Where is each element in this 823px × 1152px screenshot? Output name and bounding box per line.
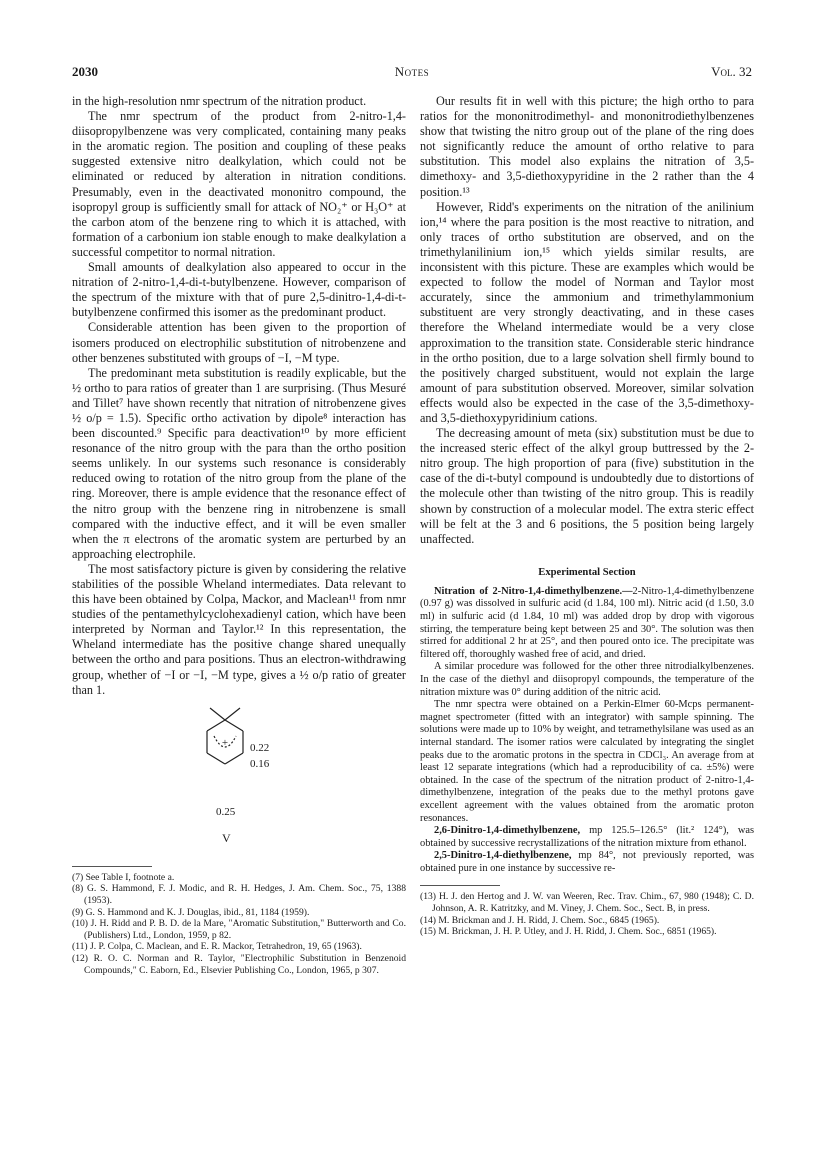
charge-value: 0.25 [216,805,236,818]
body-paragraph: The predominant meta substitution is readily explicable, but the ½ ortho to para ratios of greater than 1 are surprising. (Thus Mesuré and Tillet⁷ have shown recently that nitration of nitrobenzene gives ½ o/p = 1.5). Specific ortho activation by dipole⁸ interaction has been discounted.⁹ Specific para deactivation¹⁰ by more efficient resonance of the nitro group with the para than the ortho position seems unlikely. In our systems such resonance is considerably reduced owing to rotation of the nitro group from the plane of the ring. Moreover, there is ample evidence that the resonance effect of the nitro group with the benzene ring in nitrobenzene is small compared with the inductive effect, and it will be even smaller when the π electrons of the aromatic system are perturbed by an approaching electrophile. [72,365,406,561]
body-paragraph: Small amounts of dealkylation also appeared to occur in the nitration of 2-nitro-1,4-di-t-butylbenzene. However, comparison of the spectrum of the mixture with that of pure 2,5-dinitro-1,4-di-t-butylbenzene confirmed this isomer as the predominant product. [72,260,406,320]
footnote: (12) R. O. C. Norman and R. Taylor, "Electrophilic Substitution in Benzenoid Compounds," C. Eaborn, Ed., Elsevier Publishing Co., London, 1965, p 307. [72,952,406,976]
experimental-text: The nmr spectra were obtained on a Perkin-Elmer 60-Mcps permanent-magnet spectrometer (fitted with an integrator) with sample spinning. The solutions were made up to 10% by weight, and tetramethylsilane was used as an internal standard. The isomer ratios were calculated by integrating the singlet peaks due to the aromatic protons in the spectra in CDCl₃. An average from at least 12 separate integrations (which had a reproducibility of ca. ±5%) were obtained. In the case of the spectrum of the nitration product of 2-nitro-1,4-dimethylbenzene, integration of the peaks due to the methyl protons gave excellent agreement with the values obtained from the aromatic proton resonances. [420,699,754,824]
page-header [72,64,752,84]
body-paragraph: Considerable attention has been given to the proportion of isomers produced on electrophilic substitution of nitrobenzene and other benzenes substituted with groups of −I, −M type. [72,320,406,365]
body-paragraph: Our results fit in well with this picture; the high ortho to para ratios for the mononitrodimethyl- and mononitrodiethylbenzenes show that twisting the nitro group out of the plane of the ring does not significantly reduce the amount of ortho relative to para substitution. This model also explains the nitration of 3,5-dimethoxy- and 3,5-diethoxypyridine in the 2 rather than the 4 position.¹³ [420,94,754,199]
footnote: (9) G. S. Hammond and K. J. Douglas, ibid., 81, 1184 (1959). [72,906,310,918]
section-title: Experimental Section [538,566,636,578]
structure-label: V [222,830,231,845]
running-title: Notes [394,64,430,79]
body-paragraph: The decreasing amount of meta (six) substitution must be due to the increased steric effect of the alkyl group buttressed by the 2-nitro group. The high proportion of para (five) substitution in the case of the di-t-butyl compound is undoubtedly due to distortions of the molecule other than twisting of the nitro group. This is readily shown by construction of a molecular model. The extra steric effect will be felt at the 3 and 6 positions, the 5 position being largely unaffected. [420,426,754,546]
experimental-lead: Nitration of 2-Nitro-1,4-dimethylbenzene.— [434,585,633,597]
experimental-lead: 2,6-Dinitro-1,4-dimethylbenzene, [434,825,581,837]
experimental-paragraph [420,850,754,875]
footnote-rule [420,885,500,886]
body-paragraph: The most satisfactory picture is given by considering the relative stabilities of the possible Wheland intermediates. Data relevant to this have been obtained by Colpa, Mackor, and Maclean¹¹ from nmr studies of the pentamethylcyclohexadienyl cation, which have been interpreted by Norman and Taylor.¹² In this representation, the Wheland intermediate has the positive change shared unequally between the ortho and para positions. Thus an electron-withdrawing group, whether of −I or −I, −M type, gives a ½ o/p ratio of greater than 1. [72,561,406,697]
footnote: (11) J. P. Colpa, C. Maclean, and E. R. Mackor, Tetrahedron, 19, 65 (1963). [72,941,362,953]
footnote: (8) G. S. Hammond, F. J. Modic, and R. H. Hedges, J. Am. Chem. Soc., 75, 1388 (1953). [72,883,406,906]
footnote: (7) See Table I, footnote a. [72,871,175,883]
body-paragraph: The nmr spectrum of the product from 2-nitro-1,4-diisopropylbenzene was very complicated, containing many peaks in the aromatic region. The position and coupling of these peaks suggested extensive nitro dealkylation, which could not be eliminated or reduced by alteration in nitration conditions. Presumably, even in the deactivated mononitro compound, the isopropyl group is sufficiently small for attack of NO₂⁺ or H₃O⁺ at the carbon atom of the benzene ring to which it is attached, with formation of a carbonium ion stable enough to make dealkylation a successful competitor to normal nitration. [72,109,406,259]
charge-value: 0.22 [250,741,270,754]
experimental-text: A similar procedure was followed for the other three nitrodialkylbenzenes. In the case of the diethyl and diisopropyl compounds, the temperature of the nitration mixture was 0° during addition of the nitric acid. [420,661,754,698]
footnote: (14) M. Brickman and J. H. Ridd, J. Chem. Soc., 6845 (1965). [420,914,660,926]
body-paragraph: in the high-resolution nmr spectrum of the nitration product. [72,94,367,108]
experimental-text: 2-Nitro-1,4-dimethylbenzene (0.97 g) was dissolved in sulfuric acid (d 1.84, 100 ml). Nitric acid (d 1.50, 3.0 ml) in sulfuric acid (d 1.84, 10 ml) was added drop by drop with vigorous stirring, the temperature being kept between 25 and 30°. The solution was then stirred for additional 2 hr at 25°, and then poured onto ice. The precipitate was filtered off, thoroughly washed free of acid, and dried. [420,585,754,660]
charge-value: 0.16 [250,757,270,770]
experimental-paragraph [420,661,754,699]
footnote: (15) M. Brickman, J. H. P. Utley, and J. H. Ridd, J. Chem. Soc., 6851 (1965). [420,926,717,938]
experimental-paragraph [420,586,754,662]
svg-text:+: + [221,736,229,749]
experimental-paragraph [420,825,754,850]
cyclohexadienyl-ring-structure [200,706,250,778]
volume-label: Vol. 32 [711,64,752,79]
body-paragraph: However, Ridd's experiments on the nitration of the anilinium ion,¹⁴ where the para position is the most reactive to nitration, and only traces of ortho substitution are observed, and on the trimethylanilinium ion,¹⁵ which yields similar results, are inconsistent with this picture. These are examples which would be expected to follow the model of Norman and Taylor most accurately, since the ammonium and trimethylammonium substituent are very strongly deactivating, and in these cases therefore the Wheland intermediate would be a very close approximation to the transition state. Considerable steric hindrance in the ortho position, due to a large solvation shell firmly bound to the positively charged substituent, would not explain the large amount of para substitution observed. Moreover, similar solvation effects would also be expected in the case of the 3,5-dimethoxy- and 3,5-diethoxypyridinium cations. [420,199,754,425]
page-number: 2030 [72,64,98,79]
experimental-text: mp 125.5–126.5° (lit.² 124°), was obtained by successive recrystallizations of the nitration mixture from ethanol. [420,825,754,849]
footnote: (13) H. J. den Hertog and J. W. van Weeren, Rec. Trav. Chim., 67, 980 (1948); C. D. Johnson, A. R. Katritzky, and M. Viney, J. Chem. Soc., Sect. B, in press. [420,891,754,915]
left-column [72,94,406,976]
experimental-paragraph [420,699,754,825]
footnote: (10) J. H. Ridd and P. B. D. de la Mare, "Aromatic Substitution," Butterworth and Co. (Publishers) Ltd., London, 1959, p 82. [72,918,406,941]
experimental-text: mp 84°, not previously reported, was obtained pure in one instance by successive re- [420,850,754,874]
right-column [420,94,754,938]
experimental-lead: 2,5-Dinitro-1,4-diethylbenzene, [434,850,572,862]
footnote-rule [72,866,152,867]
wheland-intermediate-figure [72,706,406,856]
